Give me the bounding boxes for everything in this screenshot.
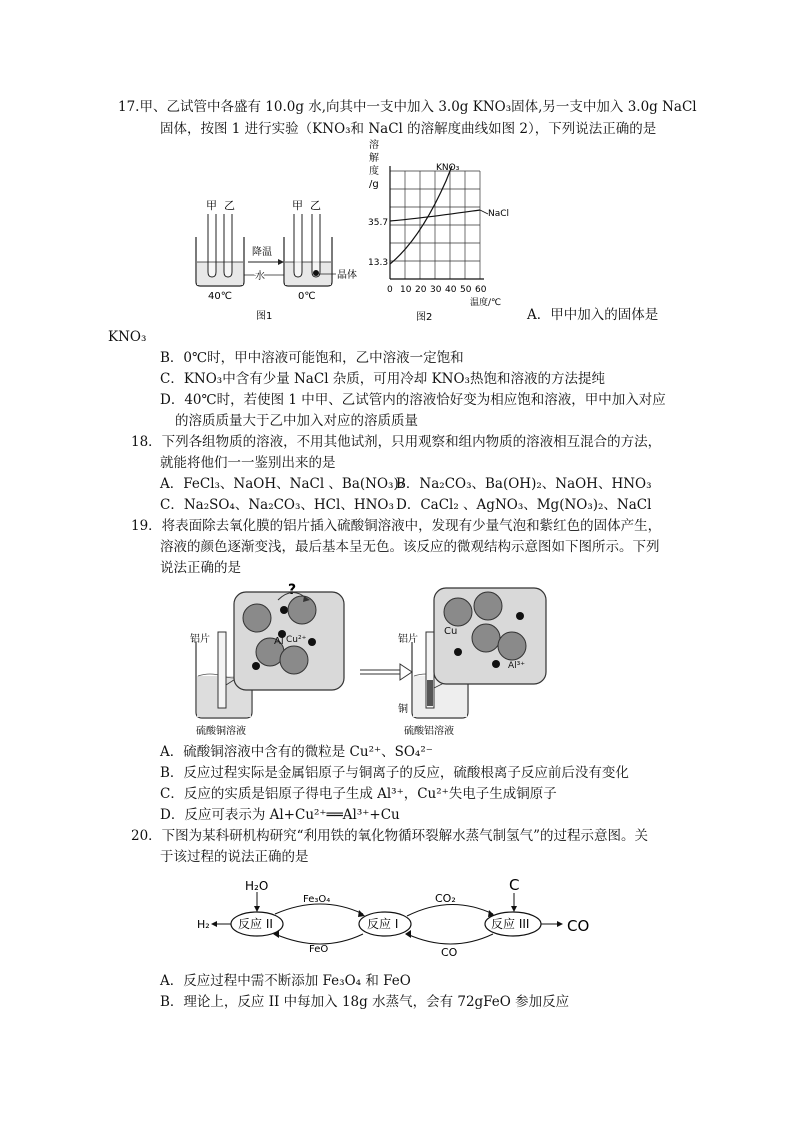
q17-optD-1: D．40℃时，若使图 1 中甲、乙试管内的溶液恰好变为相应饱和溶液，甲中加入对应: [160, 392, 666, 408]
label-al2so4: 硫酸铝溶液: [404, 726, 454, 735]
label-al-sheet-left: 铝片: [190, 634, 210, 645]
q19-optB: B．反应过程实际是金属铝原子与铜离子的反应，硫酸根离子反应前后没有变化: [160, 765, 629, 781]
ytick-35-7: 35.7: [368, 218, 389, 228]
q19-optA: A．硫酸铜溶液中含有的微粒是 Cu²⁺、SO₄²⁻: [160, 744, 433, 760]
xtick-50: 50: [460, 285, 472, 295]
label-co2: CO₂: [435, 892, 456, 905]
figure2-solubility-chart: [356, 136, 526, 326]
q17-optA-1: A．甲中加入的固体是: [527, 307, 659, 323]
label-r1: 反应 I: [367, 917, 399, 931]
q18-optA: A．FeCl₃、NaOH、NaCl 、Ba(NO₃)₂: [160, 476, 405, 492]
label-crystal: 晶体: [337, 270, 357, 281]
q18-optC: C．Na₂SO₄、Na₂CO₃、HCl、HNO₃: [160, 497, 394, 513]
label-question: ?: [288, 582, 297, 598]
xtick-0: 0: [387, 285, 393, 295]
q17-optA-2: KNO₃: [108, 329, 147, 345]
ylabel-1: 溶: [369, 140, 379, 151]
label-cu: Cu: [444, 626, 458, 637]
label-feo: FeO: [309, 944, 329, 955]
label-fe3o4: Fe₃O₄: [303, 894, 331, 905]
q17-optD-2: 的溶质质量大于乙中加入对应的溶质质量: [175, 413, 418, 429]
q20-line1: 20．下图为某科研机构研究“利用铁的氧化物循环裂解水蒸气制氢气”的过程示意图。关: [131, 828, 648, 844]
tube-yi-1: [224, 214, 232, 277]
q17-optB: B．0℃时，甲中溶液可能饱和，乙中溶液一定饱和: [160, 350, 464, 366]
ylabel-2: 解: [369, 153, 379, 164]
chart-grid: [390, 171, 480, 279]
label-cu2: Cu²⁺: [286, 635, 307, 645]
q17-optC: C．KNO₃中含有少量 NaCl 杂质，可用冷却 KNO₃热饱和溶液的方法提纯: [160, 371, 605, 387]
q20-optA: A．反应过程中需不断添加 Fe₃O₄ 和 FeO: [160, 973, 411, 989]
label-al-sheet-right: 铝片: [398, 634, 418, 645]
figure-al-cuso4-reaction: [190, 580, 580, 735]
water-1: [197, 262, 243, 285]
label-r3: 反应 III: [491, 917, 530, 931]
q20-line2: 于该过程的说法正确的是: [160, 849, 309, 865]
xtick-10: 10: [400, 285, 412, 295]
q19-optD: D．反应可表示为 Al+Cu²⁺══Al³⁺+Cu: [160, 807, 400, 823]
label-co-out: CO: [567, 917, 590, 935]
label-al3: Al³⁺: [508, 661, 526, 671]
xtick-60: 60: [475, 285, 487, 295]
crystal-dot: [313, 270, 319, 276]
ylabel-4: /g: [369, 179, 379, 190]
nacl-label: NaCl: [488, 209, 510, 219]
q19-optC: C．反应的实质是铝原子得电子生成 Al³⁺，Cu²⁺失电子生成铜原子: [160, 786, 557, 802]
ylabel-3: 度: [369, 166, 379, 177]
figure1-caption: 图1: [256, 311, 273, 322]
label-yi-2: 乙: [310, 199, 321, 212]
q20-optB: B．理论上，反应 II 中每加入 18g 水蒸气，会有 72gFeO 参加反应: [160, 994, 570, 1010]
label-0c: 0℃: [298, 291, 316, 302]
label-h2: H₂: [197, 918, 210, 931]
xtick-30: 30: [430, 285, 442, 295]
q18-optB: B．Na₂CO₃、Ba(OH)₂、NaOH、HNO₃: [396, 476, 652, 492]
label-40c: 40℃: [208, 291, 232, 302]
label-copper: 铜: [398, 704, 408, 715]
label-h2o: H₂O: [245, 879, 269, 893]
q19-line2: 溶液的颜色逐渐变浅，最后基本呈无色。该反应的微观结构示意图如下图所示。下列: [160, 539, 660, 555]
figure1-test-tubes: [188, 192, 378, 324]
label-cuso4: 硫酸铜溶液: [196, 726, 246, 735]
water-2: [285, 262, 331, 285]
xtick-40: 40: [445, 285, 457, 295]
label-water: 水: [255, 271, 265, 282]
q19-line3: 说法正确的是: [160, 560, 241, 576]
q17-line2: 固体，按图 1 进行实验（KNO₃和 NaCl 的溶解度曲线如图 2），下列说法正确的是: [160, 121, 657, 137]
al-sheet-left: [218, 632, 226, 708]
figure-iron-oxide-cycle: [195, 872, 605, 967]
label-yi: 乙: [224, 199, 235, 212]
q18-optD: D．CaCl₂ 、AgNO₃、Mg(NO₃)₂、NaCl: [396, 497, 652, 513]
tube-yi-2: [312, 214, 320, 277]
q18-line1: 18．下列各组物质的溶液，不用其他试剂，只用观察和组内物质的溶液相互混合的方法，: [131, 434, 662, 450]
label-r2: 反应 II: [238, 917, 273, 931]
q19-line1: 19．将表面除去氧化膜的铝片插入硫酸铜溶液中，发现有少量气泡和紫红色的固体产生，: [131, 518, 662, 534]
tube-jia-2: [294, 214, 302, 277]
kno3-label: KNO₃: [436, 163, 460, 173]
label-co-bottom: CO: [441, 946, 458, 959]
figure2-caption: 图2: [416, 312, 433, 323]
label-c: C: [509, 876, 520, 894]
xtick-20: 20: [415, 285, 427, 295]
label-jia: 甲: [206, 199, 217, 212]
q18-line2: 就能将他们一一鉴别出来的是: [160, 455, 336, 471]
tube-jia-1: [208, 214, 216, 277]
q17-line1: 17.甲、乙试管中各盛有 10.0g 水,向其中一支中加入 3.0g KNO₃固体,另一支中加入 3.0g NaCl: [118, 99, 697, 115]
xlabel: 温度/℃: [470, 298, 502, 308]
copper-deposit: [427, 680, 433, 706]
label-jia-2: 甲: [292, 199, 303, 212]
label-cool: 降温: [252, 247, 272, 258]
label-al: Al: [274, 636, 284, 647]
ytick-13-3: 13.3: [368, 258, 389, 268]
